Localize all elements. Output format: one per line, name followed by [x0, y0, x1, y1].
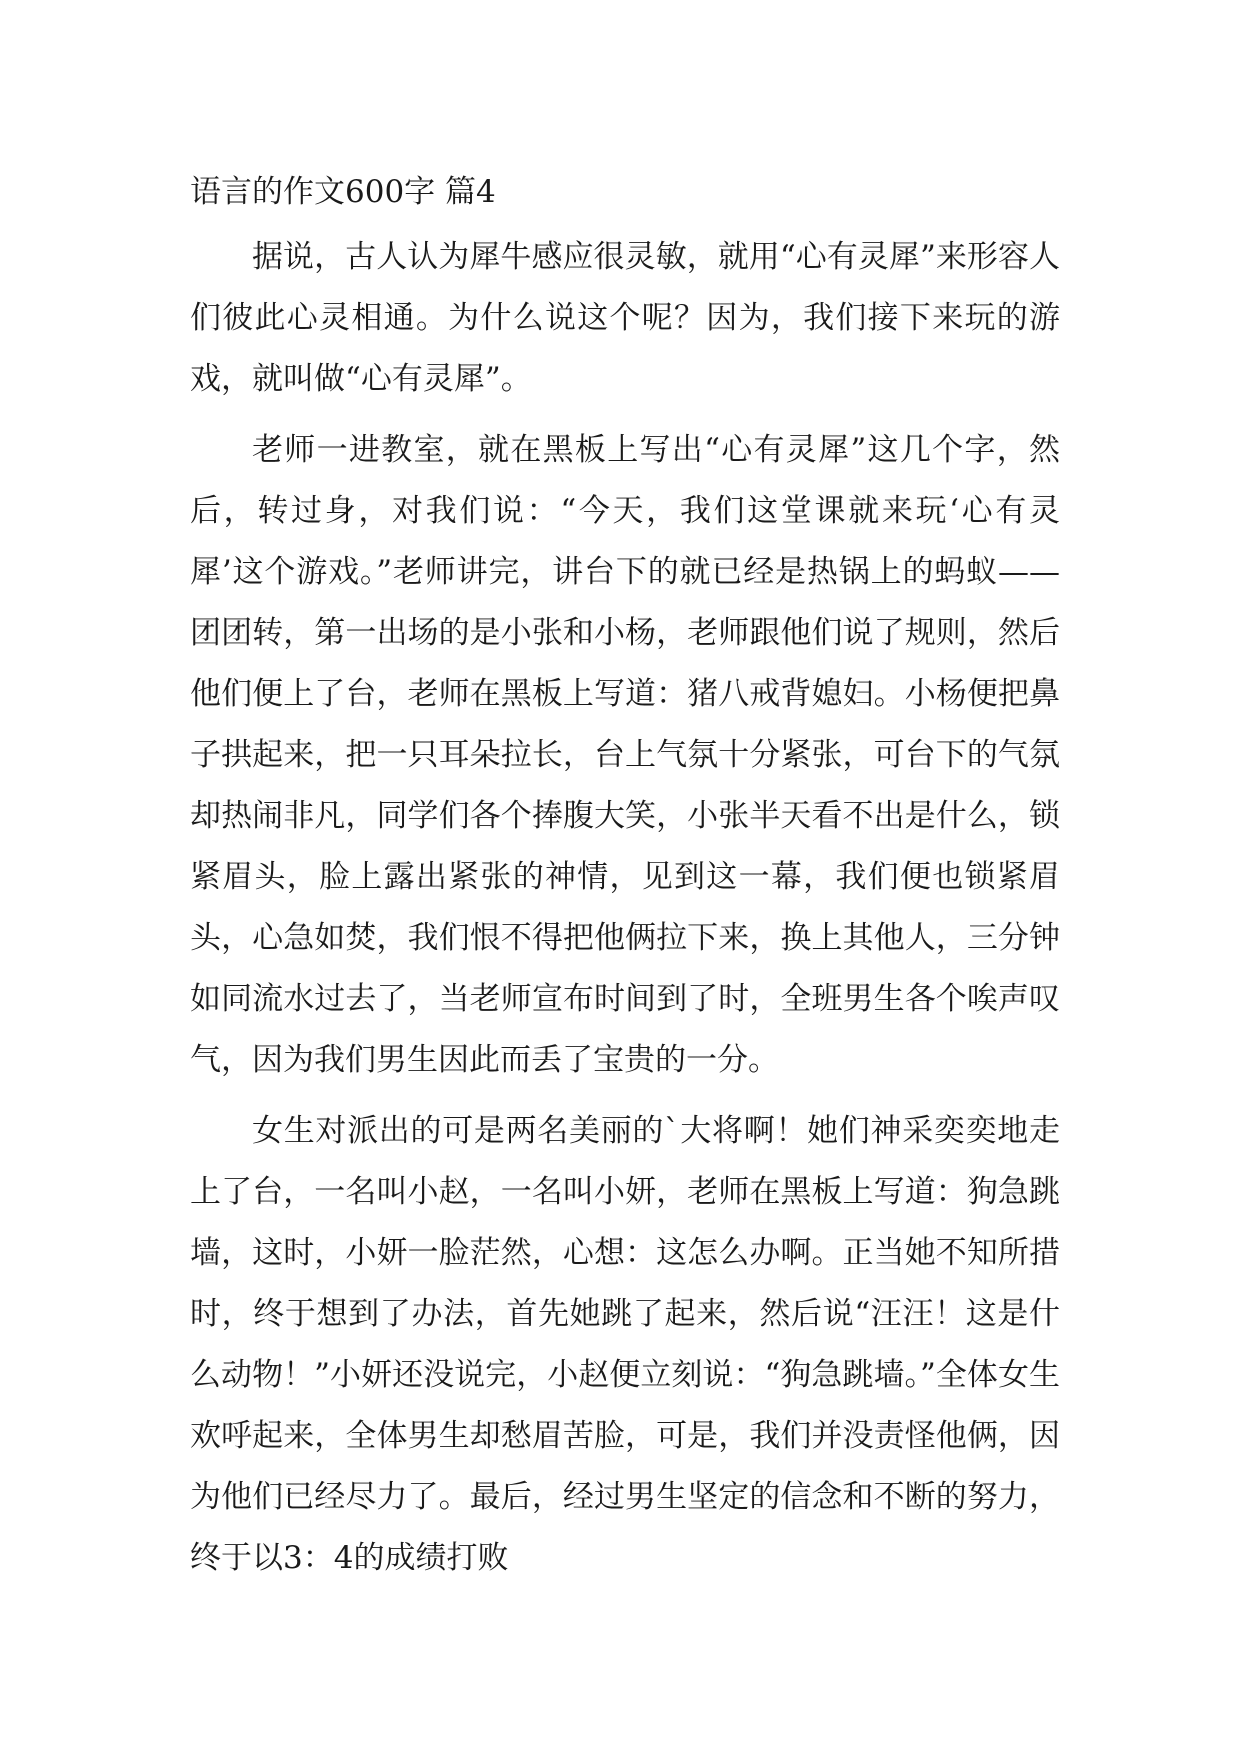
document-body: [190, 162, 1060, 1599]
paragraph-1: 据说，古人认为犀牛感应很灵敏，就用“心有灵犀”来形容人们彼此心灵相通。为什么说这个呢？因为，我们接下来玩的游戏，就叫做“心有灵犀”。: [190, 239, 1060, 397]
paragraph-2: 老师一进教室，就在黑板上写出“心有灵犀”这几个字，然后，转过身，对我们说：“今天，我们这堂课就来玩‘心有灵犀’这个游戏。”老师讲完，讲台下的就已经是热锅上的蚂蚁——团团转，第一出场的是小张和小杨，老师跟他们说了规则，然后他们便上了台，老师在黑板上写道：猪八戒背媳妇。小杨便把鼻子拱起来，把一只耳朵拉长，台上气氛十分紧张，可台下的气氛却热闹非凡，同学们各个捧腹大笑，小张半天看不出是什么，锁紧眉头，脸上露出紧张的神情，见到这一幕，我们便也锁紧眉头，心急如焚，我们恨不得把他俩拉下来，换上其他人，三分钟如同流水过去了，当老师宣布时间到了时，全班男生各个唉声叹气，因为我们男生因此而丢了宝贵的一分。: [190, 432, 1060, 1078]
document-title: 语言的作文600字 篇4: [190, 174, 496, 210]
paragraph-3: 女生对派出的可是两名美丽的`大将啊！她们神采奕奕地走上了台，一名叫小赵，一名叫小妍，老师在黑板上写道：狗急跳墙，这时，小妍一脸茫然，心想：这怎么办啊。正当她不知所措时，终于想到了办法，首先她跳了起来，然后说“汪汪！这是什么动物！”小妍还没说完，小赵便立刻说：“狗急跳墙。”全体女生欢呼起来，全体男生却愁眉苦脸，可是，我们并没责怪他俩，因为他们已经尽力了。最后，经过男生坚定的信念和不断的努力，终于以3：4的成绩打败: [190, 1113, 1060, 1576]
